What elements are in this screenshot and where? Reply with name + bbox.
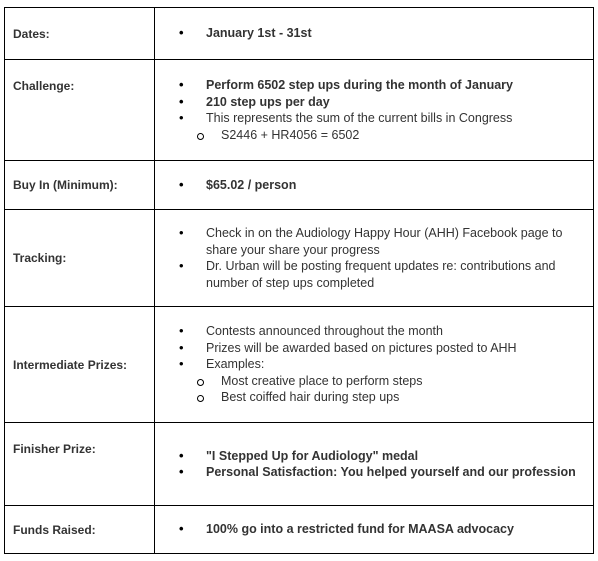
table-row-tracking	[5, 210, 594, 307]
table-row-buy-in	[5, 161, 594, 210]
list-item: • Examples:	[177, 356, 583, 373]
intermediate-prizes-list	[177, 323, 583, 373]
intermediate-prizes-sublist	[177, 373, 583, 406]
table-row-challenge	[5, 60, 594, 161]
intermediate-prizes-content	[155, 307, 594, 423]
table-row-finisher-prize	[5, 423, 594, 506]
table-row-intermediate-prizes	[5, 307, 594, 423]
list-item: • 100% go into a restricted fund for MAASA advocacy	[177, 521, 583, 538]
tracking-content	[155, 210, 594, 307]
list-item: • This represents the sum of the current bills in Congress	[177, 110, 583, 127]
finisher-prize-label: Finisher Prize:	[5, 423, 155, 506]
tracking-label: Tracking:	[5, 210, 155, 307]
intermediate-prizes-label: Intermediate Prizes:	[5, 307, 155, 423]
tracking-list	[177, 225, 583, 291]
challenge-label: Challenge:	[5, 60, 155, 161]
buy-in-list	[177, 177, 583, 194]
table-row-funds-raised	[5, 506, 594, 554]
list-item: • Prizes will be awarded based on pictures posted to AHH	[177, 340, 583, 357]
list-item: • Dr. Urban will be posting frequent updates re: contributions and number of step ups completed	[177, 258, 583, 291]
list-item: • "I Stepped Up for Audiology" medal	[177, 448, 583, 465]
finisher-prize-content	[155, 423, 594, 506]
challenge-info-table	[4, 7, 594, 554]
dates-list	[177, 25, 583, 42]
buy-in-content	[155, 161, 594, 210]
list-item: • Check in on the Audiology Happy Hour (AHH) Facebook page to share your share your progress	[177, 225, 583, 258]
funds-raised-label: Funds Raised:	[5, 506, 155, 554]
challenge-sublist	[177, 127, 583, 144]
dates-content	[155, 8, 594, 60]
list-item: • $65.02 / person	[177, 177, 583, 194]
table-row-dates	[5, 8, 594, 60]
funds-raised-list	[177, 521, 583, 538]
finisher-prize-list	[177, 448, 583, 481]
challenge-list	[177, 77, 583, 127]
buy-in-label: Buy In (Minimum):	[5, 161, 155, 210]
list-item: • Personal Satisfaction: You helped yourself and our profession	[177, 464, 583, 481]
challenge-content	[155, 60, 594, 161]
sub-list-item: Best coiffed hair during step ups	[177, 389, 583, 406]
funds-raised-content	[155, 506, 594, 554]
list-item: • Contests announced throughout the month	[177, 323, 583, 340]
list-item: • 210 step ups per day	[177, 94, 583, 111]
sub-list-item: S2446 + HR4056 = 6502	[177, 127, 583, 144]
dates-label: Dates:	[5, 8, 155, 60]
list-item: • Perform 6502 step ups during the month of January	[177, 77, 583, 94]
sub-list-item: Most creative place to perform steps	[177, 373, 583, 390]
list-item: • January 1st - 31st	[177, 25, 583, 42]
